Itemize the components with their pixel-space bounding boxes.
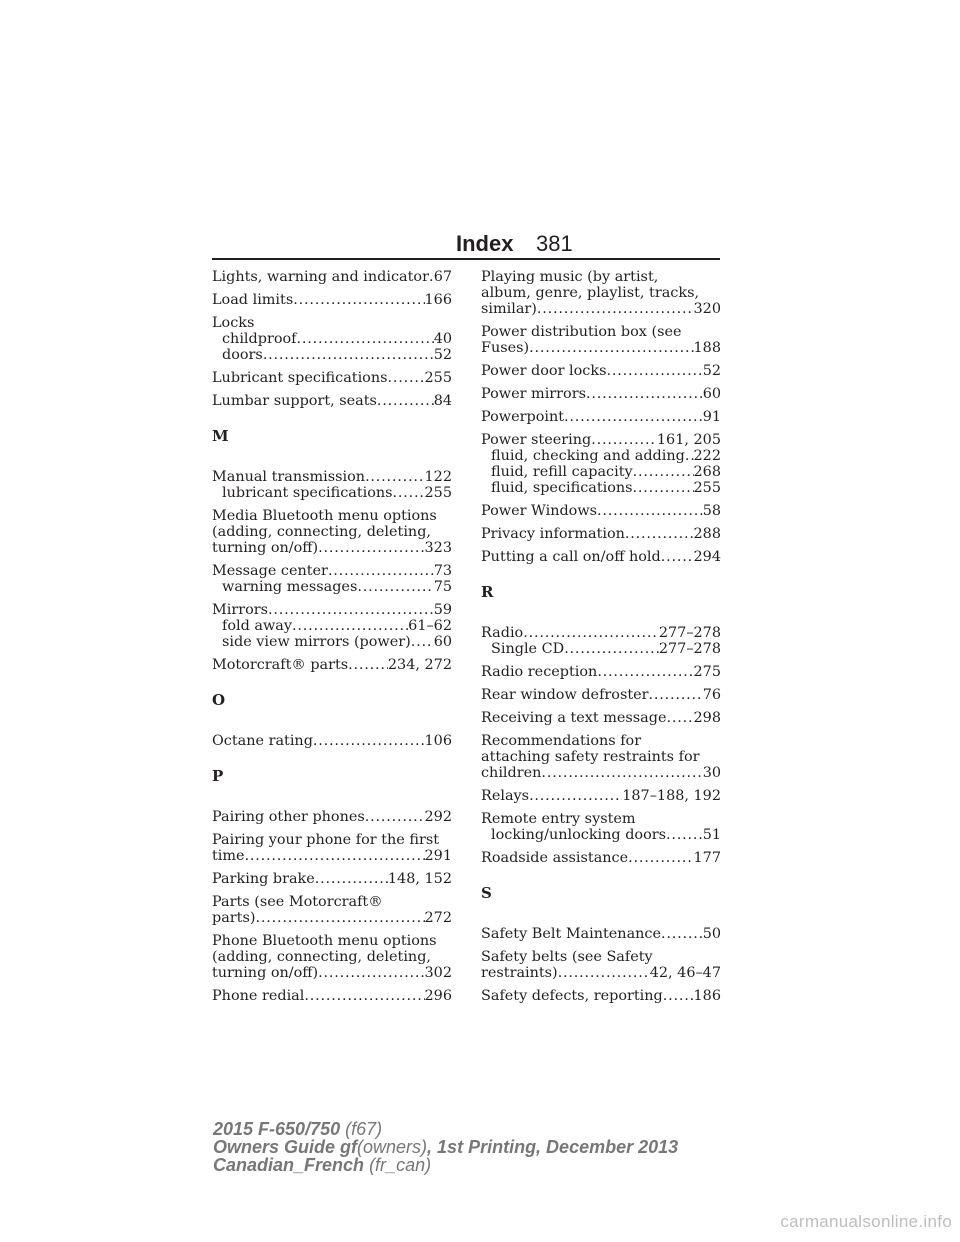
index-entry bbox=[212, 602, 452, 650]
index-term: Pairing your phone for the first bbox=[212, 832, 440, 848]
index-entry-line bbox=[212, 540, 452, 556]
index-column-left bbox=[212, 269, 452, 1011]
footer-guide: Owners Guide gf bbox=[213, 1137, 358, 1157]
index-page-ref: 67 bbox=[433, 269, 452, 285]
index-page-ref: 91 bbox=[702, 409, 721, 425]
index-entry-line bbox=[481, 850, 721, 866]
index-term: Safety Belt Maintenance bbox=[481, 926, 661, 942]
dot-leader bbox=[357, 579, 433, 595]
index-term: Remote entry system bbox=[481, 811, 636, 827]
index-entry-line bbox=[212, 393, 452, 409]
index-page-ref: 51 bbox=[702, 827, 721, 843]
dot-leader bbox=[328, 563, 434, 579]
index-subentry bbox=[481, 827, 721, 843]
index-term: Safety belts (see Safety bbox=[481, 949, 653, 965]
index-term: fluid, specifications bbox=[491, 480, 633, 496]
index-page-ref: 277–278 bbox=[658, 625, 721, 641]
index-page-ref: 75 bbox=[433, 579, 452, 595]
dot-leader bbox=[564, 409, 703, 425]
index-page-ref: 161, 205 bbox=[656, 432, 721, 448]
index-entry bbox=[481, 664, 721, 680]
index-term: Roadside assistance bbox=[481, 850, 629, 866]
index-term: locking/unlocking doors bbox=[491, 827, 667, 843]
dot-leader bbox=[365, 469, 424, 485]
dot-leader bbox=[263, 347, 434, 363]
index-entry bbox=[481, 733, 721, 781]
index-entry-line bbox=[212, 469, 452, 485]
dot-leader bbox=[633, 480, 694, 496]
index-page-ref: 52 bbox=[702, 363, 721, 379]
index-entry-line bbox=[481, 363, 721, 379]
index-entry-line bbox=[212, 315, 452, 331]
index-term: Putting a call on/off hold bbox=[481, 549, 661, 565]
index-entry-line bbox=[481, 324, 721, 340]
footer-guide-code: (owners) bbox=[357, 1137, 428, 1157]
index-entry bbox=[212, 832, 452, 864]
index-term: Load limits bbox=[212, 292, 294, 308]
page-title: Index bbox=[456, 231, 514, 256]
index-subentry bbox=[212, 331, 452, 347]
dot-leader bbox=[591, 432, 657, 448]
index-section-letter: O bbox=[212, 691, 226, 709]
dot-leader bbox=[245, 848, 425, 864]
index-entry-line bbox=[481, 340, 721, 356]
index-entry-line bbox=[212, 292, 452, 308]
index-page-ref: 42, 46–47 bbox=[649, 965, 721, 981]
dot-leader bbox=[661, 926, 703, 942]
footer-printing: , 1st Printing, December 2013 bbox=[427, 1137, 679, 1157]
index-page-ref: 298 bbox=[693, 710, 721, 726]
index-entry-line bbox=[212, 733, 452, 749]
index-page-ref: 166 bbox=[424, 292, 452, 308]
footer-model: 2015 F-650/750 bbox=[213, 1119, 341, 1139]
index-entry bbox=[212, 988, 452, 1004]
index-entry bbox=[481, 386, 721, 402]
index-entry-line bbox=[481, 664, 721, 680]
dot-leader bbox=[304, 988, 424, 1004]
dot-leader bbox=[411, 634, 434, 650]
index-entry-line bbox=[212, 657, 452, 673]
index-entry-line bbox=[481, 965, 721, 981]
index-page-ref: 255 bbox=[424, 370, 452, 386]
index-entry bbox=[481, 625, 721, 657]
index-page-ref: 187–188, 192 bbox=[622, 788, 721, 804]
index-entry-line bbox=[481, 949, 721, 965]
dot-leader bbox=[365, 809, 425, 825]
dot-leader bbox=[348, 657, 388, 673]
index-entry bbox=[212, 370, 452, 386]
dot-leader bbox=[597, 503, 703, 519]
footer-locale: Canadian_French bbox=[213, 1155, 365, 1175]
index-entry bbox=[212, 292, 452, 308]
index-page-ref: 272 bbox=[424, 910, 452, 926]
index-entry-line bbox=[481, 386, 721, 402]
index-entry bbox=[481, 549, 721, 565]
index-entry bbox=[212, 733, 452, 749]
index-subentry bbox=[212, 347, 452, 363]
index-entry bbox=[212, 469, 452, 501]
index-entry bbox=[212, 393, 452, 409]
index-page-ref: 294 bbox=[693, 549, 721, 565]
index-subentry bbox=[481, 641, 721, 657]
index-term: album, genre, playlist, tracks, bbox=[481, 285, 700, 301]
dot-leader bbox=[529, 788, 622, 804]
dot-leader bbox=[649, 687, 703, 703]
page-number: 381 bbox=[536, 231, 573, 256]
index-page-ref: 76 bbox=[702, 687, 721, 703]
index-entry-line bbox=[481, 269, 721, 285]
index-subentry bbox=[481, 480, 721, 496]
index-entry bbox=[481, 503, 721, 519]
index-term: fluid, checking and adding bbox=[491, 448, 685, 464]
index-entry-line bbox=[481, 285, 721, 301]
index-page-ref: 177 bbox=[693, 850, 721, 866]
index-section-letter: R bbox=[481, 583, 494, 601]
index-term: Pairing other phones bbox=[212, 809, 365, 825]
index-entry-line bbox=[481, 549, 721, 565]
index-page-ref: 291 bbox=[424, 848, 452, 864]
index-term: Parts (see Motorcraft® bbox=[212, 894, 383, 910]
index-entry bbox=[481, 926, 721, 942]
page-header bbox=[212, 228, 720, 260]
index-entry bbox=[481, 432, 721, 496]
index-page-ref: 296 bbox=[424, 988, 452, 1004]
index-term: Recommendations for bbox=[481, 733, 642, 749]
index-section-letter: P bbox=[212, 767, 224, 785]
index-term: Media Bluetooth menu options bbox=[212, 508, 437, 524]
index-page-ref: 60 bbox=[433, 634, 452, 650]
index-entry bbox=[212, 269, 452, 285]
index-term: Playing music (by artist, bbox=[481, 269, 659, 285]
index-term: Radio bbox=[481, 625, 524, 641]
watermark: carmanualsonline.info bbox=[780, 1212, 952, 1231]
dot-leader bbox=[388, 370, 425, 386]
index-term: similar) bbox=[481, 301, 537, 317]
index-term: Message center bbox=[212, 563, 328, 579]
index-entry bbox=[212, 563, 452, 595]
index-entry bbox=[481, 269, 721, 317]
index-term: parts) bbox=[212, 910, 256, 926]
dot-leader bbox=[661, 549, 694, 565]
index-subentry bbox=[212, 485, 452, 501]
index-page-ref: 268 bbox=[693, 464, 721, 480]
index-entry-line bbox=[481, 301, 721, 317]
index-subentry bbox=[212, 618, 452, 634]
index-entry bbox=[481, 526, 721, 542]
index-term: fluid, refill capacity bbox=[491, 464, 633, 480]
footer-line-1 bbox=[213, 1120, 678, 1138]
index-entry-line bbox=[212, 894, 452, 910]
index-page-ref: 302 bbox=[424, 965, 452, 981]
index-entry-line bbox=[212, 269, 452, 285]
index-entry-line bbox=[481, 926, 721, 942]
index-entry bbox=[481, 687, 721, 703]
index-entry-line bbox=[212, 933, 452, 949]
index-term: Radio reception bbox=[481, 664, 598, 680]
index-entry-line bbox=[481, 788, 721, 804]
index-term: Safety defects, reporting bbox=[481, 988, 663, 1004]
index-term: Relays bbox=[481, 788, 530, 804]
index-entry bbox=[481, 710, 721, 726]
index-term: Manual transmission bbox=[212, 469, 366, 485]
index-entry-line bbox=[481, 432, 721, 448]
dot-leader bbox=[558, 965, 650, 981]
index-entry-line bbox=[212, 965, 452, 981]
index-entry bbox=[481, 324, 721, 356]
index-entry-line bbox=[481, 625, 721, 641]
index-page-ref: 222 bbox=[693, 448, 721, 464]
index-page-ref: 30 bbox=[702, 765, 721, 781]
index-term: Powerpoint bbox=[481, 409, 565, 425]
index-term: Power steering bbox=[481, 432, 592, 448]
index-term: (adding, connecting, deleting, bbox=[212, 949, 431, 965]
index-term: Lumbar support, seats bbox=[212, 393, 377, 409]
index-entry-line bbox=[212, 988, 452, 1004]
index-entry-line bbox=[481, 811, 721, 827]
index-term: Motorcraft® parts bbox=[212, 657, 349, 673]
index-page-ref: 122 bbox=[424, 469, 452, 485]
index-entry-line bbox=[212, 508, 452, 524]
index-entry-line bbox=[212, 848, 452, 864]
index-term: Lubricant specifications bbox=[212, 370, 388, 386]
footer-model-code: (f67) bbox=[345, 1119, 383, 1139]
index-term: Phone Bluetooth menu options bbox=[212, 933, 437, 949]
dot-leader bbox=[315, 871, 388, 887]
dot-leader bbox=[297, 331, 434, 347]
index-entry-line bbox=[481, 687, 721, 703]
index-term: attaching safety restraints for bbox=[481, 749, 700, 765]
dot-leader bbox=[633, 464, 694, 480]
index-entry bbox=[481, 850, 721, 866]
index-section-letter: S bbox=[481, 884, 492, 902]
index-term: Power door locks bbox=[481, 363, 607, 379]
index-term: warning messages bbox=[222, 579, 358, 595]
index-entry bbox=[212, 809, 452, 825]
index-term: Power mirrors bbox=[481, 386, 586, 402]
index-term: doors bbox=[222, 347, 263, 363]
print-footer bbox=[213, 1120, 678, 1174]
dot-leader bbox=[628, 850, 693, 866]
index-term: Octane rating bbox=[212, 733, 313, 749]
dot-leader bbox=[268, 602, 434, 618]
index-term: Single CD bbox=[491, 641, 565, 657]
index-page-ref: 73 bbox=[433, 563, 452, 579]
index-term: Locks bbox=[212, 315, 255, 331]
index-entry-line bbox=[212, 949, 452, 965]
dot-leader bbox=[663, 988, 694, 1004]
dot-leader bbox=[255, 910, 424, 926]
index-entry bbox=[481, 811, 721, 843]
index-term: turning on/off) bbox=[212, 965, 319, 981]
index-entry bbox=[212, 933, 452, 981]
index-page-ref: 234, 272 bbox=[387, 657, 452, 673]
index-entry-line bbox=[481, 409, 721, 425]
dot-leader bbox=[666, 827, 703, 843]
index-section-letter: M bbox=[212, 427, 229, 445]
index-term: fold away bbox=[222, 618, 292, 634]
index-page-ref: 58 bbox=[702, 503, 721, 519]
index-page-ref: 188 bbox=[693, 340, 721, 356]
index-subentry bbox=[212, 579, 452, 595]
index-page-ref: 40 bbox=[433, 331, 452, 347]
index-term: Privacy information bbox=[481, 526, 625, 542]
index-term: turning on/off) bbox=[212, 540, 319, 556]
dot-leader bbox=[597, 664, 693, 680]
index-page-ref: 292 bbox=[424, 809, 452, 825]
index-term: childproof bbox=[222, 331, 297, 347]
index-entry-line bbox=[481, 710, 721, 726]
index-entry bbox=[212, 871, 452, 887]
index-term: children bbox=[481, 765, 542, 781]
index-term: Power Windows bbox=[481, 503, 598, 519]
index-term: time bbox=[212, 848, 245, 864]
index-page-ref: 288 bbox=[693, 526, 721, 542]
index-entry-line bbox=[212, 602, 452, 618]
dot-leader bbox=[564, 641, 659, 657]
index-page-ref: 52 bbox=[433, 347, 452, 363]
index-entry bbox=[212, 657, 452, 673]
dot-leader bbox=[685, 448, 694, 464]
index-entry-line bbox=[212, 563, 452, 579]
index-page-ref: 59 bbox=[433, 602, 452, 618]
index-entry bbox=[481, 988, 721, 1004]
index-subentry bbox=[481, 448, 721, 464]
index-subentry bbox=[212, 634, 452, 650]
dot-leader bbox=[293, 292, 424, 308]
index-page-ref: 106 bbox=[424, 733, 452, 749]
index-page-ref: 60 bbox=[702, 386, 721, 402]
index-term: (adding, connecting, deleting, bbox=[212, 524, 431, 540]
index-entry-line bbox=[212, 809, 452, 825]
index-term: Lights, warning and indicator bbox=[212, 269, 429, 285]
index-column-right bbox=[481, 269, 721, 1011]
index-entry-line bbox=[212, 524, 452, 540]
index-page-ref: 275 bbox=[693, 664, 721, 680]
index-term: lubricant specifications bbox=[222, 485, 393, 501]
index-term: Power distribution box (see bbox=[481, 324, 682, 340]
index-term: side view mirrors (power) bbox=[222, 634, 411, 650]
index-entry-line bbox=[212, 871, 452, 887]
index-page-ref: 277–278 bbox=[658, 641, 721, 657]
index-entry-line bbox=[481, 733, 721, 749]
index-page-ref: 61–62 bbox=[408, 618, 452, 634]
index-entry bbox=[212, 508, 452, 556]
dot-leader bbox=[537, 301, 694, 317]
index-entry bbox=[212, 315, 452, 363]
index-entry bbox=[481, 788, 721, 804]
dot-leader bbox=[318, 540, 424, 556]
index-entry bbox=[481, 363, 721, 379]
index-term: restraints) bbox=[481, 965, 558, 981]
index-term: Mirrors bbox=[212, 602, 269, 618]
dot-leader bbox=[586, 386, 703, 402]
footer-line-2 bbox=[213, 1138, 678, 1156]
dot-leader bbox=[529, 340, 693, 356]
index-page-ref: 255 bbox=[693, 480, 721, 496]
index-page-ref: 186 bbox=[693, 988, 721, 1004]
index-page-ref: 50 bbox=[702, 926, 721, 942]
footer-locale-code: (fr_can) bbox=[369, 1155, 432, 1175]
index-entry bbox=[212, 894, 452, 926]
dot-leader bbox=[625, 526, 694, 542]
dot-leader bbox=[318, 965, 424, 981]
footer-line-3 bbox=[213, 1156, 678, 1174]
dot-leader bbox=[377, 393, 434, 409]
index-entry-line bbox=[212, 910, 452, 926]
index-entry bbox=[481, 949, 721, 981]
index-page-ref: 148, 152 bbox=[387, 871, 452, 887]
index-term: Rear window defroster bbox=[481, 687, 649, 703]
index-entry bbox=[481, 409, 721, 425]
dot-leader bbox=[393, 485, 425, 501]
index-entry-line bbox=[481, 749, 721, 765]
index-entry-line bbox=[212, 832, 452, 848]
index-term: Receiving a text message bbox=[481, 710, 667, 726]
index-entry-line bbox=[481, 765, 721, 781]
dot-leader bbox=[606, 363, 702, 379]
index-entry-line bbox=[481, 988, 721, 1004]
index-page-ref: 320 bbox=[693, 301, 721, 317]
index-subentry bbox=[481, 464, 721, 480]
dot-leader bbox=[313, 733, 425, 749]
index-entry-line bbox=[212, 370, 452, 386]
index-page-ref: 323 bbox=[424, 540, 452, 556]
dot-leader bbox=[666, 710, 693, 726]
index-entry-line bbox=[481, 503, 721, 519]
index-page-ref: 255 bbox=[424, 485, 452, 501]
index-term: Fuses) bbox=[481, 340, 530, 356]
index-entry-line bbox=[481, 526, 721, 542]
dot-leader bbox=[292, 618, 408, 634]
index-page-ref: 84 bbox=[433, 393, 452, 409]
index-term: Phone redial bbox=[212, 988, 305, 1004]
index-term: Parking brake bbox=[212, 871, 315, 887]
dot-leader bbox=[523, 625, 659, 641]
dot-leader bbox=[541, 765, 702, 781]
